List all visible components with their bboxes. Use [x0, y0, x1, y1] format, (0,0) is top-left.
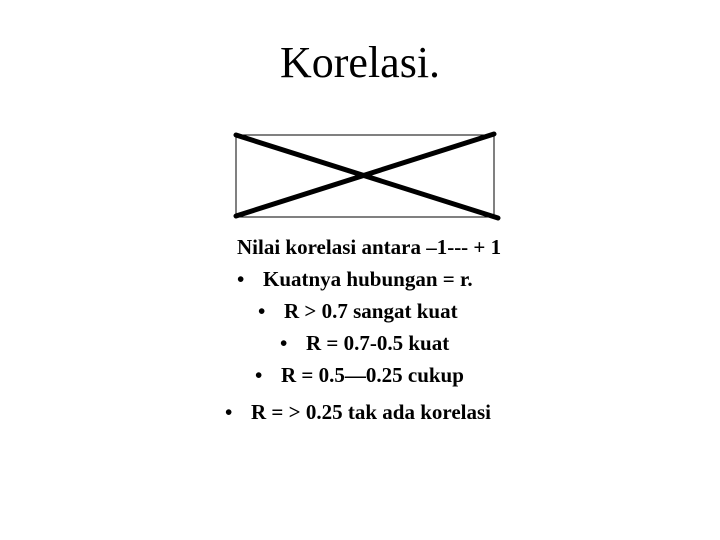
bullet-text: R = > 0.25 tak ada korelasi	[251, 400, 491, 424]
bullet-item-very-strong	[258, 298, 458, 324]
bullet-item-sufficient	[255, 362, 464, 388]
slide-title: Korelasi.	[280, 38, 441, 87]
bullet-icon: •	[255, 363, 263, 387]
bullet-item-strong	[280, 330, 449, 356]
range-statement	[237, 234, 501, 260]
bullet-icon: •	[237, 267, 245, 291]
bullet-icon: •	[280, 331, 288, 355]
bullet-item-strength	[237, 266, 473, 292]
range-text: Nilai korelasi antara –1--- + 1	[237, 235, 502, 259]
bullet-item-no-correlation	[225, 399, 491, 425]
bullet-icon: •	[225, 400, 233, 424]
bullet-text: R > 0.7 sangat kuat	[284, 299, 458, 323]
bullet-text: Kuatnya hubungan = r.	[263, 267, 473, 291]
bullet-icon: •	[258, 299, 266, 323]
crossed-box-diagram	[230, 128, 502, 224]
bullet-text: R = 0.5—0.25 cukup	[281, 363, 464, 387]
bullet-text: R = 0.7-0.5 kuat	[306, 331, 450, 355]
